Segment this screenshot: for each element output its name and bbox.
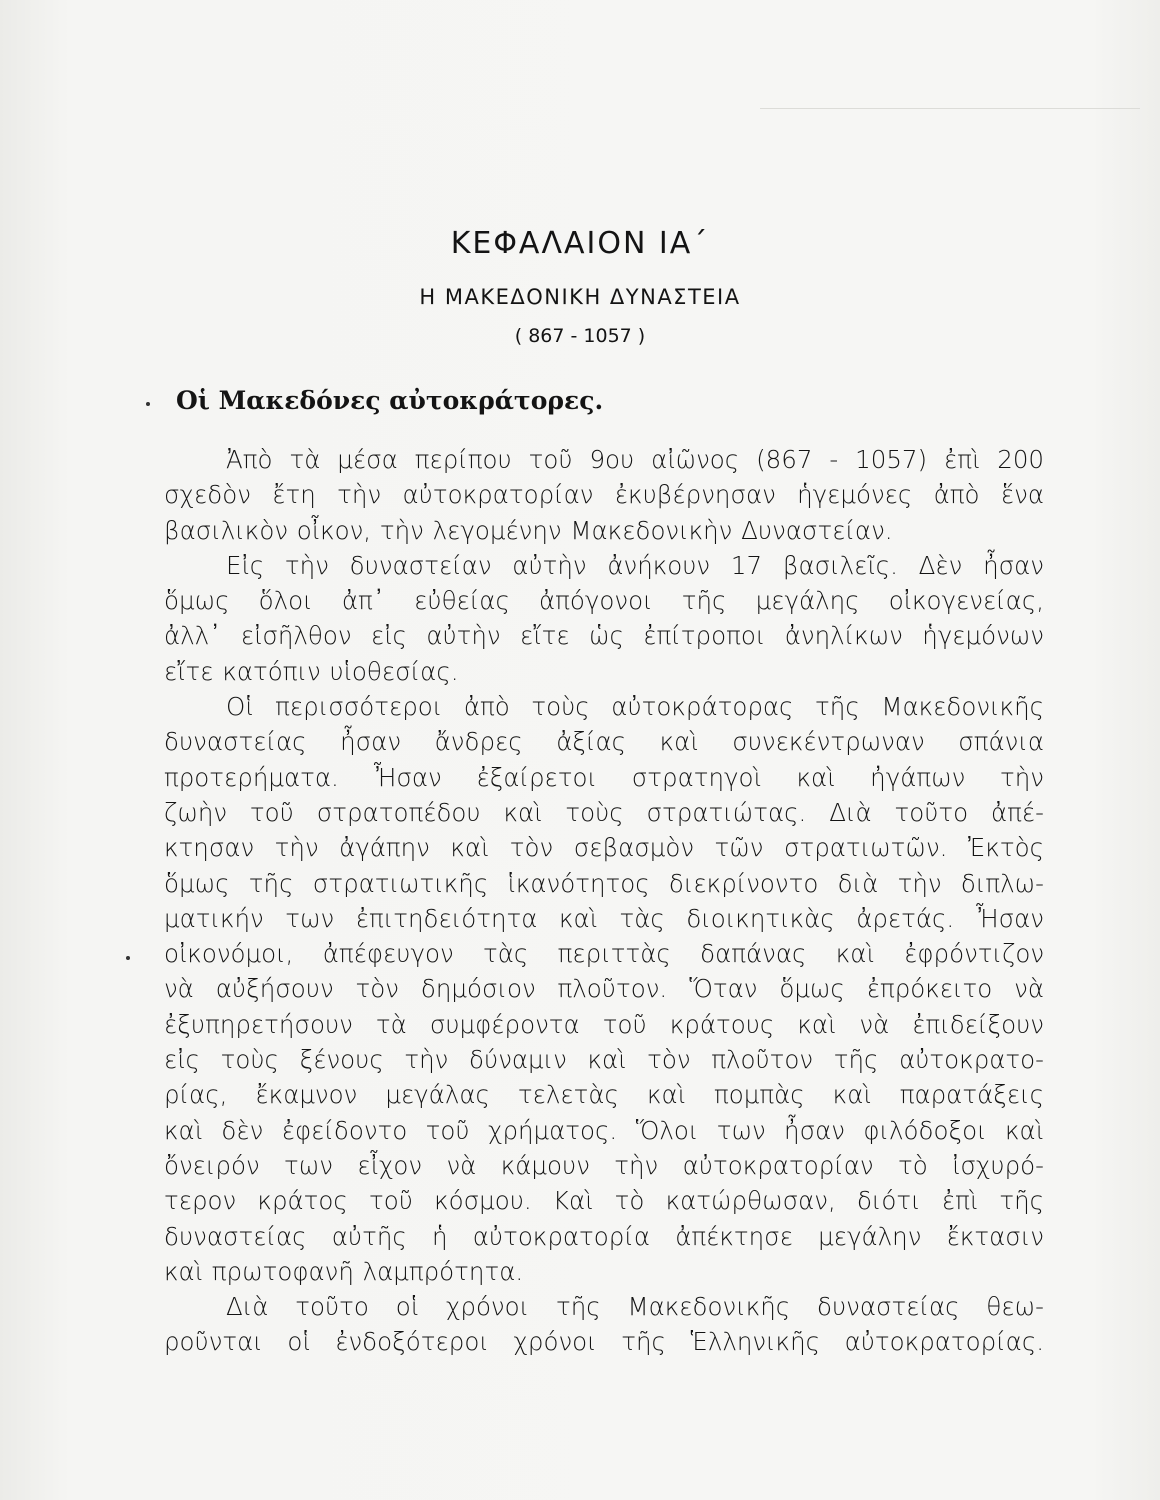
paragraph-3 bbox=[164, 689, 1044, 1289]
text-line: σχεδὸν ἔτη τὴν αὐτοκρατορίαν ἐκυβέρνησαν ἡγεμόνες ἀπὸ ἕνα bbox=[164, 480, 1044, 510]
text-line: νὰ αὐξήσουν τὸν δημόσιον πλοῦτον. Ὅταν ὅμως ἐπρόκειτο νὰ bbox=[164, 974, 1044, 1004]
text-line: προτερήματα. Ἦσαν ἐξαίρετοι στρατηγοὶ καὶ ἠγάπων τὴν bbox=[164, 762, 1044, 792]
ink-speck bbox=[126, 956, 130, 960]
chapter-dates: ( 867 - 1057 ) bbox=[514, 325, 646, 347]
text-line: ὅμως τῆς στρατιωτικῆς ἱκανότητος διεκρίνοντο διὰ τὴν διπλω- bbox=[164, 868, 1044, 898]
text-line: ἐξυπηρετήσουν τὰ συμφέροντα τοῦ κράτους καὶ νὰ ἐπιδείξουν bbox=[164, 1009, 1044, 1039]
text-line: ζωὴν τοῦ στρατοπέδου καὶ τοὺς στρατιώτας. Διὰ τοῦτο ἀπέ- bbox=[164, 797, 1044, 827]
text-line: καὶ πρωτοφανῆ λαμπρότητα. bbox=[164, 1256, 524, 1286]
text-line: βασιλικὸν οἶκον, τὴν λεγομένην Μακεδονικὴν Δυναστείαν. bbox=[164, 515, 893, 545]
text-line: δυναστείας αὐτῆς ἡ αὐτοκρατορία ἀπέκτησε μεγάλην ἔκτασιν bbox=[164, 1221, 1044, 1251]
text-line: ματικήν των ἐπιτηδειότητα καὶ τὰς διοικητικὰς ἀρετάς. Ἦσαν bbox=[164, 903, 1044, 933]
text-line: Διὰ τοῦτο οἱ χρόνοι τῆς Μακεδονικῆς δυναστείας θεω- bbox=[226, 1292, 1044, 1322]
body-text bbox=[164, 442, 1044, 1360]
paragraph-2 bbox=[164, 548, 1044, 689]
text-line: τερον κράτος τοῦ κόσμου. Καὶ τὸ κατώρθωσαν, διότι ἐπὶ τῆς bbox=[164, 1186, 1044, 1216]
text-line: ὅμως ὅλοι ἀπ᾽ εὐθείας ἀπόγονοι τῆς μεγάλης οἰκογενείας, bbox=[164, 586, 1044, 616]
text-line: ρίας, ἔκαμνον μεγάλας τελετὰς καὶ πομπὰς καὶ παρατάξεις bbox=[164, 1080, 1044, 1110]
chapter-subtitle: Η ΜΑΚΕΔΟΝΙΚΗ ΔΥΝΑΣΤΕΙΑ bbox=[419, 285, 741, 309]
text-line: ἀλλ᾽ εἰσῆλθον εἰς αὐτὴν εἴτε ὡς ἐπίτροποι ἀνηλίκων ἡγεμόνων bbox=[164, 621, 1044, 651]
paragraph-1 bbox=[164, 442, 1044, 548]
text-line: κτησαν τὴν ἀγάπην καὶ τὸν σεβασμὸν τῶν στρατιωτῶν. Ἐκτὸς bbox=[164, 833, 1044, 863]
section-heading: Οἱ Μακεδόνες αὐτοκράτορες. bbox=[176, 386, 604, 415]
text-line: εἰς τοὺς ξένους τὴν δύναμιν καὶ τὸν πλοῦτον τῆς αὐτοκρατο- bbox=[164, 1045, 1044, 1075]
chapter-title: ΚΕΦΑΛΑΙΟΝ ΙΑ΄ bbox=[450, 226, 710, 261]
text-line: ὄνειρόν των εἶχον νὰ κάμουν τὴν αὐτοκρατορίαν τὸ ἰσχυρό- bbox=[164, 1150, 1044, 1180]
ink-speck bbox=[146, 402, 150, 406]
text-line: ροῦνται οἱ ἐνδοξότεροι χρόνοι τῆς Ἑλληνικῆς αὐτοκρατορίας. bbox=[164, 1327, 1044, 1357]
bleed-through-rule bbox=[760, 108, 1140, 109]
paragraph-4 bbox=[164, 1289, 1044, 1360]
text-line: δυναστείας ἦσαν ἄνδρες ἀξίας καὶ συνεκέντρωναν σπάνια bbox=[164, 727, 1044, 757]
text-line: Εἰς τὴν δυναστείαν αὐτὴν ἀνήκουν 17 βασιλεῖς. Δὲν ἦσαν bbox=[226, 550, 1044, 580]
text-line: Οἱ περισσότεροι ἀπὸ τοὺς αὐτοκράτορας τῆς Μακεδονικῆς bbox=[226, 692, 1044, 722]
text-line: οἰκονόμοι, ἀπέφευγον τὰς περιττὰς δαπάνας καὶ ἐφρόντιζον bbox=[164, 939, 1044, 969]
text-line: εἴτε κατόπιν υἱοθεσίας. bbox=[164, 656, 459, 686]
text-line: καὶ δὲν ἐφείδοντο τοῦ χρήματος. Ὅλοι των ἦσαν φιλόδοξοι καὶ bbox=[164, 1115, 1044, 1145]
text-line: Ἀπὸ τὰ μέσα περίπου τοῦ 9ου αἰῶνος (867 - 1057) ἐπὶ 200 bbox=[226, 445, 1044, 474]
